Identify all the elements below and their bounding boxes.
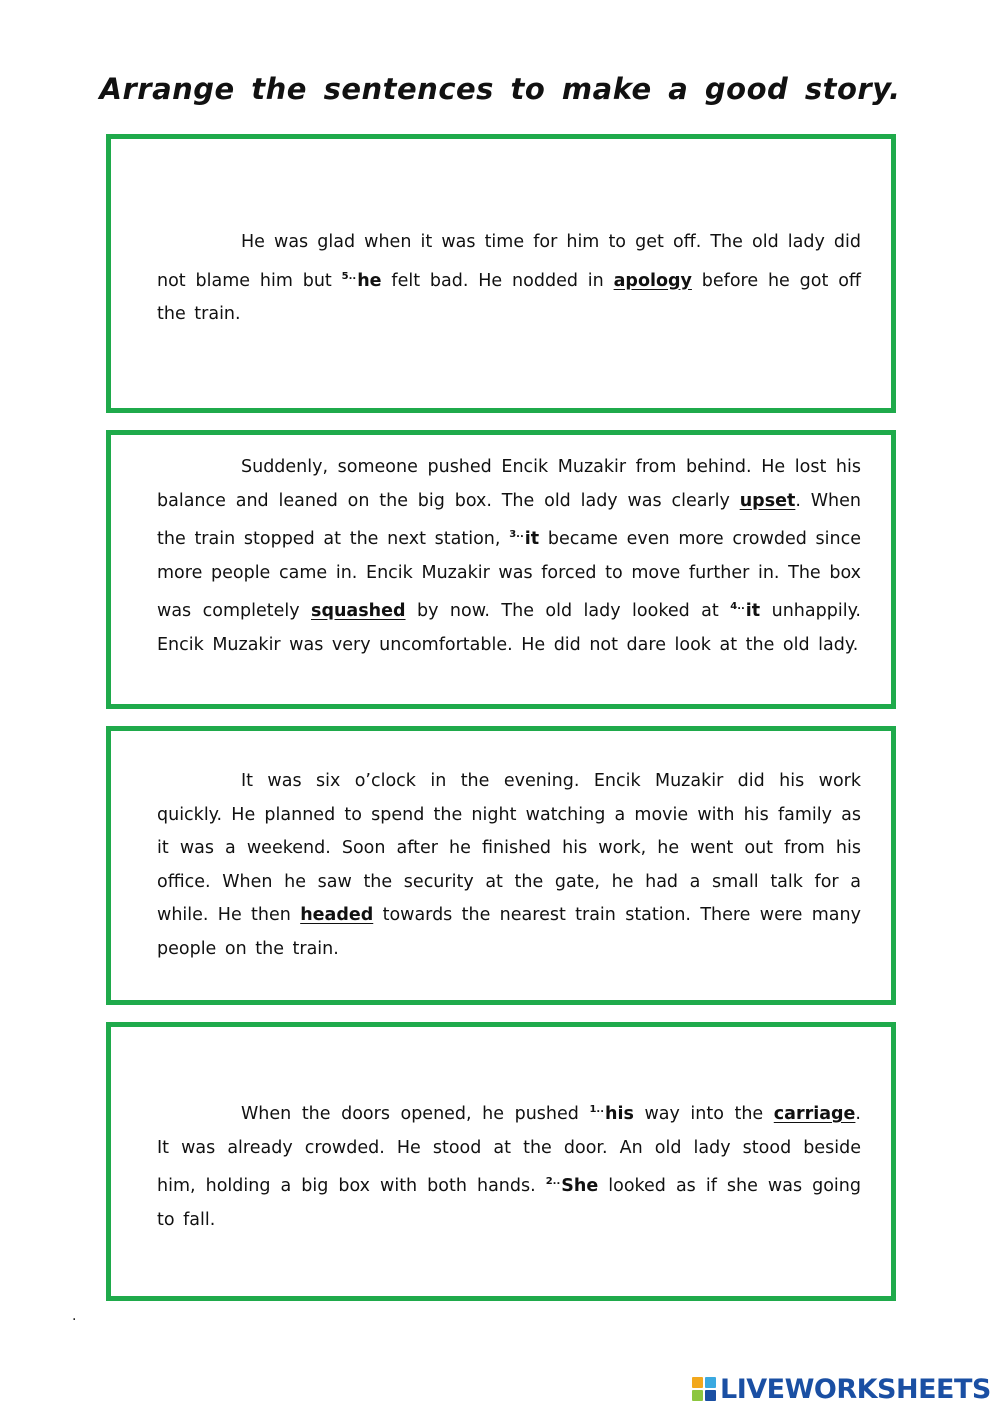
reference-word: it: [524, 529, 540, 549]
reference-number: 1..: [589, 1104, 604, 1115]
reference-number: 5..: [341, 270, 357, 282]
vocab-word: upset: [739, 490, 796, 511]
liveworksheets-logo[interactable]: [692, 1374, 991, 1404]
stray-mark: .: [72, 1308, 77, 1324]
vocab-word: carriage: [773, 1104, 856, 1124]
reference-number: 2..: [545, 1176, 561, 1187]
logo-text: LIVEWORKSHEETS: [720, 1373, 991, 1405]
logo-square: [705, 1377, 716, 1388]
story-paragraph: Suddenly, someone pushed Encik Muzakir from behind. He lost his balance and leaned on the big box. The old lady was clearly upset. When the train stopped at the next station, $^{3..}$it became even more crowded since more people came in. Encik Muzakir was forced to move further in. The box was completely squashed by now. The old lady looked at $^{4..}$it unhappily. Encik Muzakir was very uncomfortable. He did not dare look at the old lady.: [157, 457, 861, 655]
logo-square: [705, 1390, 716, 1401]
story-paragraph: When the doors opened, he pushed $^{1..}$his way into the carriage. It was already crowded. He stood at the door. An old lady stood beside him, holding a big box with both hands. $^{2..}$She looked as if she was going to fall.: [157, 1104, 861, 1230]
reference-word: he: [357, 270, 382, 291]
reference-word: She: [561, 1176, 599, 1196]
vocab-word: headed: [300, 905, 374, 925]
story-box-2[interactable]: [106, 430, 896, 709]
story-paragraph: It was six o’clock in the evening. Encik Muzakir did his work quickly. He planned to spend the night watching a movie with his family as it was a weekend. Soon after he finished his work, he went out from his office. When he saw the security at the gate, he had a small talk for a while. He then headed towards the nearest train station. There were many people on the train.: [157, 771, 861, 959]
reference-number: 4..: [730, 601, 745, 612]
liveworksheets-grid-icon: [692, 1377, 716, 1401]
story-paragraph: He was glad when it was time for him to get off. The old lady did not blame him but $^{5..}$he felt bad. He nodded in apology before he got off the train.: [157, 232, 861, 324]
story-box-4[interactable]: [106, 1022, 896, 1301]
reference-word: it: [745, 601, 761, 621]
logo-square: [692, 1377, 703, 1388]
story-box-3[interactable]: [106, 726, 896, 1005]
worksheet-title: Arrange the sentences to make a good story.: [99, 72, 901, 106]
reference-word: his: [605, 1104, 634, 1124]
vocab-word: apology: [613, 270, 692, 291]
logo-square: [692, 1390, 703, 1401]
story-box-1[interactable]: [106, 134, 896, 413]
reference-number: 3..: [509, 529, 524, 540]
vocab-word: squashed: [311, 601, 406, 621]
